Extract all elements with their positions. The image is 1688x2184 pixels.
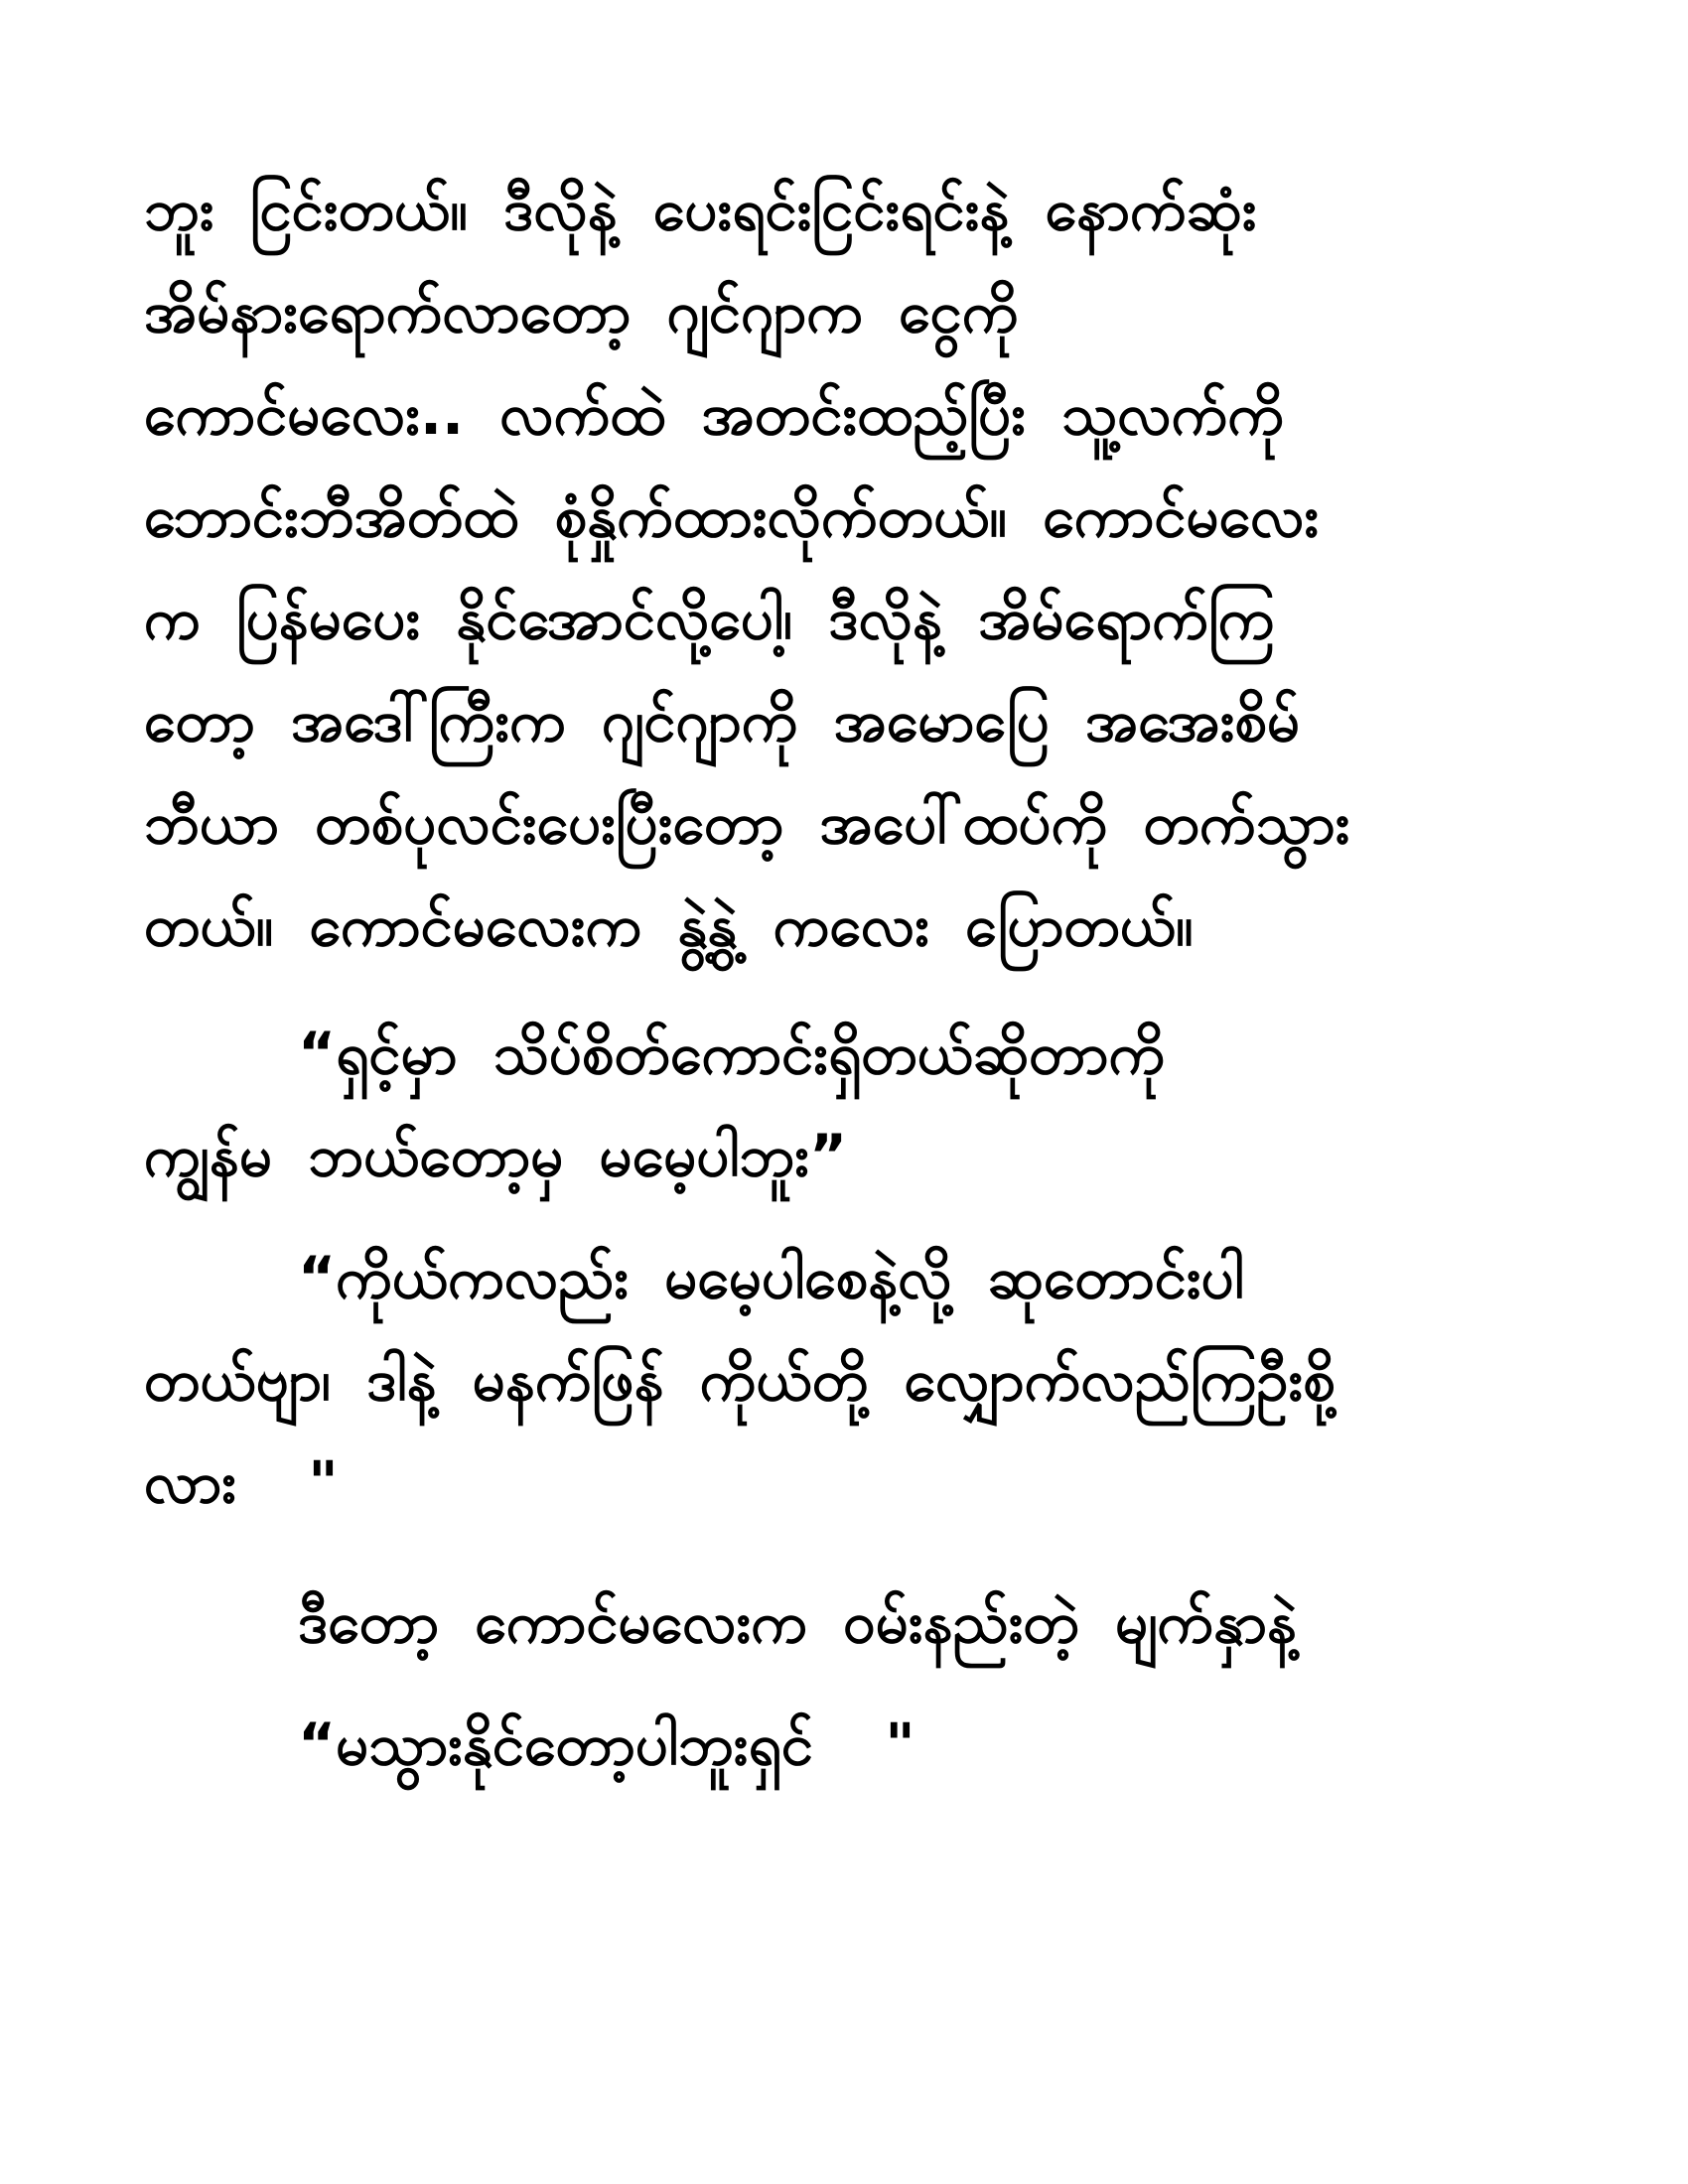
text-block [144,159,1579,1796]
text-line-15: “မသွားနိုင်တော့ပါဘူးရှင် " [298,1710,915,1778]
text-line-14: ဒီတော့ ကောင်မလေးက ဝမ်းနည်းတဲ့ မျက်နှာနဲ့ [298,1588,1297,1656]
text-line-5: က ပြန်မပေး နိုင်အောင်လို့ပေါ့၊ ဒီလိုနဲ့ အိမ်ရောက်ကြ [144,585,1275,652]
text-line-10: ကျွန်မ ဘယ်တော့မှ မမေ့ပါဘူး” [144,1122,848,1189]
text-line-7: ဘီယာ တစ်ပုလင်းပေးပြီးတော့ အပေါ်ထပ်ကို တက်သွား [144,789,1350,857]
text-line-4: ဘောင်းဘီအိတ်ထဲ စုံနှိုက်ထားလိုက်တယ်။ ကောင်မလေး [144,482,1320,550]
text-line-6: တော့ အဒေါ်ကြီးက ဂျင်ဂျာကို အမောပြေ အအေးစိမ် [144,687,1301,754]
text-line-12: တယ်ဗျာ၊ ဒါနဲ့ မနက်ဖြန် ကိုယ်တို့ လျှောက်လည်ကြဦးစို့ [144,1346,1336,1414]
text-line-2: အိမ်နားရောက်လာတော့ ဂျင်ဂျာက ငွေကို [144,278,1019,345]
text-line-13: လား " [144,1448,339,1516]
text-line-3: ကောင်မလေး.. လက်ထဲ အတင်းထည့်ပြီး သူ့လက်ကို [144,380,1285,448]
text-line-8: တယ်။ ကောင်မလေးက နွဲ့နွဲ့ ကလေး ပြောတယ်။ [144,891,1194,959]
text-line-1: ဘူး ငြင်းတယ်။ ဒီလိုနဲ့ ပေးရင်းငြင်းရင်းနဲ့ နောက်ဆုံး [144,176,1257,243]
text-line-11: “ကိုယ်ကလည်း မမေ့ပါစေနဲ့လို့ ဆုတောင်းပါ [298,1244,1244,1311]
text-line-9: “ရှင့်မှာ သိပ်စိတ်ကောင်းရှိတယ်ဆိုတာကို [298,1020,1166,1087]
